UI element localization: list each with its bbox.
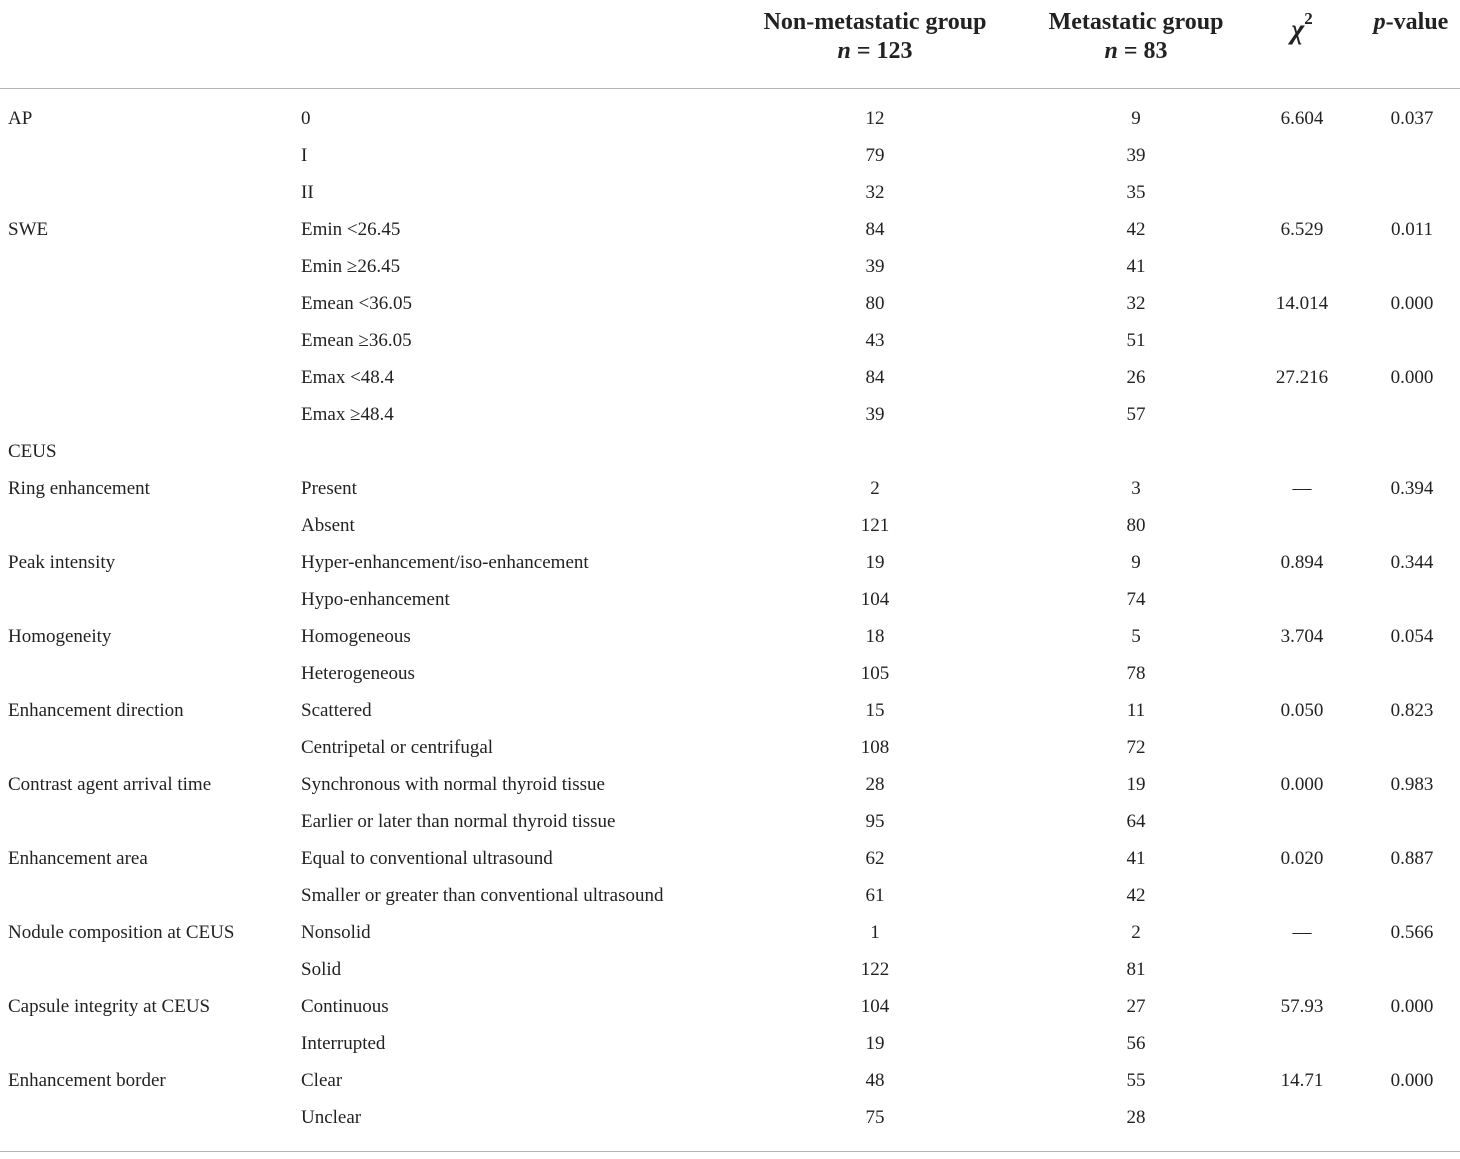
category-cell: Heterogeneous (301, 663, 415, 684)
table-row (0, 840, 1460, 877)
category-cell: Unclear (301, 1107, 362, 1128)
metastatic-count-cell: 11 (1126, 700, 1146, 721)
variable-cell: CEUS (8, 441, 57, 462)
table-row (0, 396, 1460, 433)
header-metastatic-n-label: n (1104, 38, 1118, 64)
category-cell: Earlier or later than normal thyroid tissue (301, 811, 616, 832)
header-non-metastatic-n (745, 37, 1005, 66)
metastatic-count-cell: 28 (1126, 1107, 1146, 1128)
chi-square-cell: 0.020 (1280, 848, 1324, 869)
p-value-cell: 0.394 (1390, 478, 1434, 499)
variable-cell: SWE (8, 219, 49, 240)
table-row (0, 544, 1460, 581)
metastatic-count-cell: 26 (1126, 367, 1146, 388)
non-metastatic-count-cell: 48 (865, 1070, 885, 1091)
table-row (0, 914, 1460, 951)
chi-square-cell: 0.894 (1280, 552, 1324, 573)
chi-square-cell: 0.050 (1280, 700, 1324, 721)
category-cell: Emean ≥36.05 (301, 330, 412, 351)
metastatic-count-cell: 2 (1131, 922, 1141, 943)
header-non-metastatic-label: Non-metastatic group (763, 9, 987, 35)
table-row (0, 655, 1460, 692)
variable-cell: Contrast agent arrival time (8, 774, 212, 795)
category-cell: Centripetal or centrifugal (301, 737, 494, 758)
category-cell: II (301, 182, 314, 203)
variable-cell: Enhancement direction (8, 700, 184, 721)
table-bottom-rule (0, 1151, 1460, 1152)
p-value-cell: 0.000 (1390, 367, 1434, 388)
category-cell: Solid (301, 959, 342, 980)
header-metastatic-n (1030, 37, 1242, 66)
metastatic-count-cell: 39 (1126, 145, 1146, 166)
p-value-cell: 0.566 (1390, 922, 1434, 943)
non-metastatic-count-cell: 121 (860, 515, 890, 536)
variable-cell: Enhancement border (8, 1070, 166, 1091)
non-metastatic-count-cell: 19 (865, 552, 885, 573)
variable-cell: Peak intensity (8, 552, 116, 573)
header-non-metastatic-n-label: n (837, 38, 851, 64)
non-metastatic-count-cell: 104 (860, 589, 890, 610)
table-row (0, 729, 1460, 766)
variable-cell: Ring enhancement (8, 478, 150, 499)
p-value-cell: 0.000 (1390, 1070, 1434, 1091)
header-non-metastatic-n-value: = 123 (850, 38, 913, 64)
category-cell: Homogeneous (301, 626, 411, 647)
header-metastatic-n-value: = 83 (1117, 38, 1168, 64)
non-metastatic-count-cell: 15 (865, 700, 885, 721)
table-row (0, 174, 1460, 211)
table-row (0, 359, 1460, 396)
p-value-cell: 0.011 (1390, 219, 1434, 240)
non-metastatic-count-cell: 2 (870, 478, 880, 499)
header-chi-square (1262, 8, 1342, 44)
metastatic-count-cell: 3 (1131, 478, 1141, 499)
metastatic-count-cell: 64 (1126, 811, 1146, 832)
non-metastatic-count-cell: 28 (865, 774, 885, 795)
p-value-cell: 0.823 (1390, 700, 1434, 721)
non-metastatic-count-cell: 39 (865, 256, 885, 277)
header-chi-symbol: χ (1291, 14, 1305, 46)
category-cell: Hyper-enhancement/iso-enhancement (301, 552, 589, 573)
table-row (0, 692, 1460, 729)
header-metastatic-label: Metastatic group (1048, 9, 1224, 35)
p-value-cell: 0.000 (1390, 996, 1434, 1017)
non-metastatic-count-cell: 122 (860, 959, 890, 980)
category-cell: Emax ≥48.4 (301, 404, 394, 425)
non-metastatic-count-cell: 75 (865, 1107, 885, 1128)
metastatic-count-cell: 81 (1126, 959, 1146, 980)
non-metastatic-count-cell: 108 (860, 737, 890, 758)
non-metastatic-count-cell: 61 (865, 885, 885, 906)
chi-square-cell: 57.93 (1280, 996, 1324, 1017)
variable-cell: AP (8, 108, 33, 129)
non-metastatic-count-cell: 84 (865, 219, 885, 240)
header-non-metastatic-group (745, 8, 1005, 66)
table-row (0, 433, 1460, 470)
chi-square-cell: 14.71 (1280, 1070, 1324, 1091)
non-metastatic-count-cell: 84 (865, 367, 885, 388)
header-p-italic: p (1373, 9, 1386, 35)
p-value-cell: 0.054 (1390, 626, 1434, 647)
p-value-cell: 0.887 (1390, 848, 1434, 869)
variable-cell: Nodule composition at CEUS (8, 922, 235, 943)
table-row (0, 766, 1460, 803)
non-metastatic-count-cell: 12 (865, 108, 885, 129)
header-chi-superscript: 2 (1304, 9, 1313, 28)
non-metastatic-count-cell: 43 (865, 330, 885, 351)
table-row (0, 618, 1460, 655)
metastatic-count-cell: 51 (1126, 330, 1146, 351)
metastatic-count-cell: 57 (1126, 404, 1146, 425)
non-metastatic-count-cell: 19 (865, 1033, 885, 1054)
table-row (0, 507, 1460, 544)
variable-cell: Enhancement area (8, 848, 148, 869)
metastatic-count-cell: 35 (1126, 182, 1146, 203)
metastatic-count-cell: 9 (1131, 552, 1141, 573)
non-metastatic-count-cell: 39 (865, 404, 885, 425)
table-row (0, 1099, 1460, 1136)
non-metastatic-count-cell: 62 (865, 848, 885, 869)
chi-square-cell: 6.529 (1280, 219, 1324, 240)
p-value-cell: 0.983 (1390, 774, 1434, 795)
p-value-cell: 0.037 (1390, 108, 1434, 129)
category-cell: I (301, 145, 308, 166)
table-row (0, 100, 1460, 137)
non-metastatic-count-cell: 95 (865, 811, 885, 832)
table-row (0, 803, 1460, 840)
table-header (0, 0, 1460, 89)
metastatic-count-cell: 74 (1126, 589, 1146, 610)
chi-square-cell: 0.000 (1280, 774, 1324, 795)
metastatic-count-cell: 9 (1131, 108, 1141, 129)
table-row (0, 470, 1460, 507)
category-cell: Emin <26.45 (301, 219, 401, 240)
table-row (0, 877, 1460, 914)
metastatic-count-cell: 72 (1126, 737, 1146, 758)
category-cell: Emax <48.4 (301, 367, 395, 388)
table-row (0, 951, 1460, 988)
category-cell: Interrupted (301, 1033, 386, 1054)
category-cell: Present (301, 478, 357, 499)
table-body (0, 100, 1460, 1136)
category-cell: Clear (301, 1070, 343, 1091)
non-metastatic-count-cell: 105 (860, 663, 890, 684)
category-cell: Equal to conventional ultrasound (301, 848, 553, 869)
p-value-cell: 0.000 (1390, 293, 1434, 314)
metastatic-count-cell: 32 (1126, 293, 1146, 314)
metastatic-count-cell: 41 (1126, 256, 1146, 277)
non-metastatic-count-cell: 104 (860, 996, 890, 1017)
chi-square-cell: 3.704 (1280, 626, 1324, 647)
non-metastatic-count-cell: 1 (870, 922, 880, 943)
category-cell: Emean <36.05 (301, 293, 412, 314)
variable-cell: Homogeneity (8, 626, 112, 647)
table-row (0, 322, 1460, 359)
metastatic-count-cell: 27 (1126, 996, 1146, 1017)
table-row (0, 248, 1460, 285)
table-row (0, 285, 1460, 322)
category-cell: Scattered (301, 700, 372, 721)
p-value-cell: 0.344 (1390, 552, 1434, 573)
category-cell: Synchronous with normal thyroid tissue (301, 774, 605, 795)
header-metastatic-group (1030, 8, 1242, 66)
non-metastatic-count-cell: 32 (865, 182, 885, 203)
header-p-value (1362, 8, 1460, 37)
chi-square-cell: — (1292, 922, 1312, 943)
metastatic-count-cell: 19 (1126, 774, 1146, 795)
category-cell: Hypo-enhancement (301, 589, 450, 610)
table-row (0, 1062, 1460, 1099)
chi-square-cell: 6.604 (1280, 108, 1324, 129)
metastatic-count-cell: 80 (1126, 515, 1146, 536)
table-row (0, 988, 1460, 1025)
table-row (0, 211, 1460, 248)
category-cell: Continuous (301, 996, 389, 1017)
table-row (0, 137, 1460, 174)
category-cell: Emin ≥26.45 (301, 256, 401, 277)
non-metastatic-count-cell: 79 (865, 145, 885, 166)
metastatic-count-cell: 42 (1126, 219, 1146, 240)
chi-square-cell: 14.014 (1275, 293, 1329, 314)
metastatic-count-cell: 41 (1126, 848, 1146, 869)
variable-cell: Capsule integrity at CEUS (8, 996, 211, 1017)
category-cell: Smaller or greater than conventional ultrasound (301, 885, 664, 906)
category-cell: Absent (301, 515, 355, 536)
metastatic-count-cell: 56 (1126, 1033, 1146, 1054)
non-metastatic-count-cell: 80 (865, 293, 885, 314)
metastatic-count-cell: 78 (1126, 663, 1146, 684)
metastatic-count-cell: 42 (1126, 885, 1146, 906)
non-metastatic-count-cell: 18 (865, 626, 885, 647)
metastatic-count-cell: 5 (1131, 626, 1141, 647)
chi-square-cell: 27.216 (1275, 367, 1329, 388)
table-row (0, 581, 1460, 618)
category-cell: 0 (301, 108, 311, 129)
table-row (0, 1025, 1460, 1062)
metastatic-count-cell: 55 (1126, 1070, 1146, 1091)
chi-square-cell: — (1292, 478, 1312, 499)
header-p-rest: -value (1385, 9, 1449, 35)
category-cell: Nonsolid (301, 922, 371, 943)
